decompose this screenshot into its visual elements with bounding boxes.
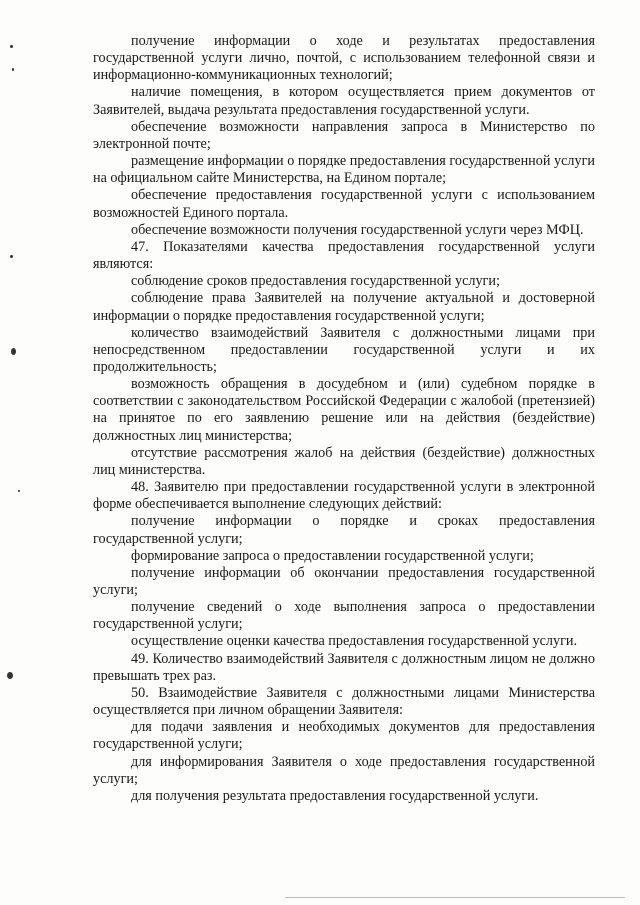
- paragraph: наличие помещения, в котором осуществляется прием документов от Заявителей, выдача результата предоставления государственной услуги.: [93, 84, 595, 118]
- paragraph: для информирования Заявителя о ходе предоставления государственной услуги;: [93, 753, 595, 787]
- document-body: [93, 33, 595, 805]
- paragraph: осуществление оценки качества предоставления государственной услуги.: [131, 633, 578, 650]
- paragraph: 48. Заявителю при предоставлении государственной услуги в электронной форме обеспечивается выполнение следующих действий:: [93, 479, 595, 513]
- paragraph: количество взаимодействий Заявителя с должностными лицами при непосредственном предоставлении государственной услуги и их продолжительность;: [93, 324, 595, 375]
- page-edge-line: [285, 897, 625, 898]
- paragraph: получение информации об окончании предоставления государственной услуги;: [93, 564, 595, 598]
- paragraph: соблюдение права Заявителей на получение актуальной и достоверной информации о порядке предоставления государственной услуги;: [93, 290, 595, 324]
- paragraph: 50. Взаимодействие Заявителя с должностными лицами Министерства осуществляется при личном обращении Заявителя:: [93, 684, 595, 719]
- paragraph: обеспечение возможности получения государственной услуги через МФЦ.: [131, 221, 584, 238]
- paragraph: получение сведений о ходе выполнения запроса о предоставлении государственной услуги;: [93, 599, 595, 633]
- paragraph: обеспечение возможности направления запроса в Министерство по электронной почте;: [93, 118, 595, 152]
- paragraph: возможность обращения в досудебном и (или) судебном порядке в соответствии с законодательством Российской Федерации с жалобой (претензией) на принятое по его заявлению решение или на действия (бездействие) должностных лиц министерства;: [93, 376, 595, 444]
- scan-speck: [10, 255, 13, 258]
- paragraph: для подачи заявления и необходимых документов для предоставления государственной услуги;: [93, 719, 595, 753]
- scan-speck: [10, 45, 13, 48]
- paragraph: 49. Количество взаимодействий Заявителя с должностным лицом не должно превышать трех раз.: [93, 650, 595, 684]
- paragraph: соблюдение сроков предоставления государственной услуги;: [131, 273, 500, 290]
- scan-speck: [11, 348, 16, 355]
- paragraph: получение информации о порядке и сроках предоставления государственной услуги;: [93, 513, 595, 547]
- scan-speck: [12, 68, 14, 71]
- paragraph: 47. Показателями качества предоставления государственной услуги являются:: [93, 238, 595, 273]
- paragraph: формирование запроса о предоставлении государственной услуги;: [131, 547, 534, 564]
- paragraph: размещение информации о порядке предоставления государственной услуги на официальном сайте Министерства, на Едином портале;: [93, 153, 595, 187]
- scan-speck: [18, 490, 20, 492]
- paragraph: обеспечение предоставления государственной услуги с использованием возможностей Единого портала.: [93, 187, 595, 221]
- scan-speck: [7, 672, 13, 679]
- paragraph: для получения результата предоставления государственной услуги.: [131, 787, 539, 804]
- paragraph: отсутствие рассмотрения жалоб на действия (бездействие) должностных лиц министерства.: [93, 444, 595, 478]
- paragraph: получение информации о ходе и результатах предоставления государственной услуги лично, почтой, с использованием телефонной связи и информационно-коммуникационных технологий;: [93, 33, 595, 84]
